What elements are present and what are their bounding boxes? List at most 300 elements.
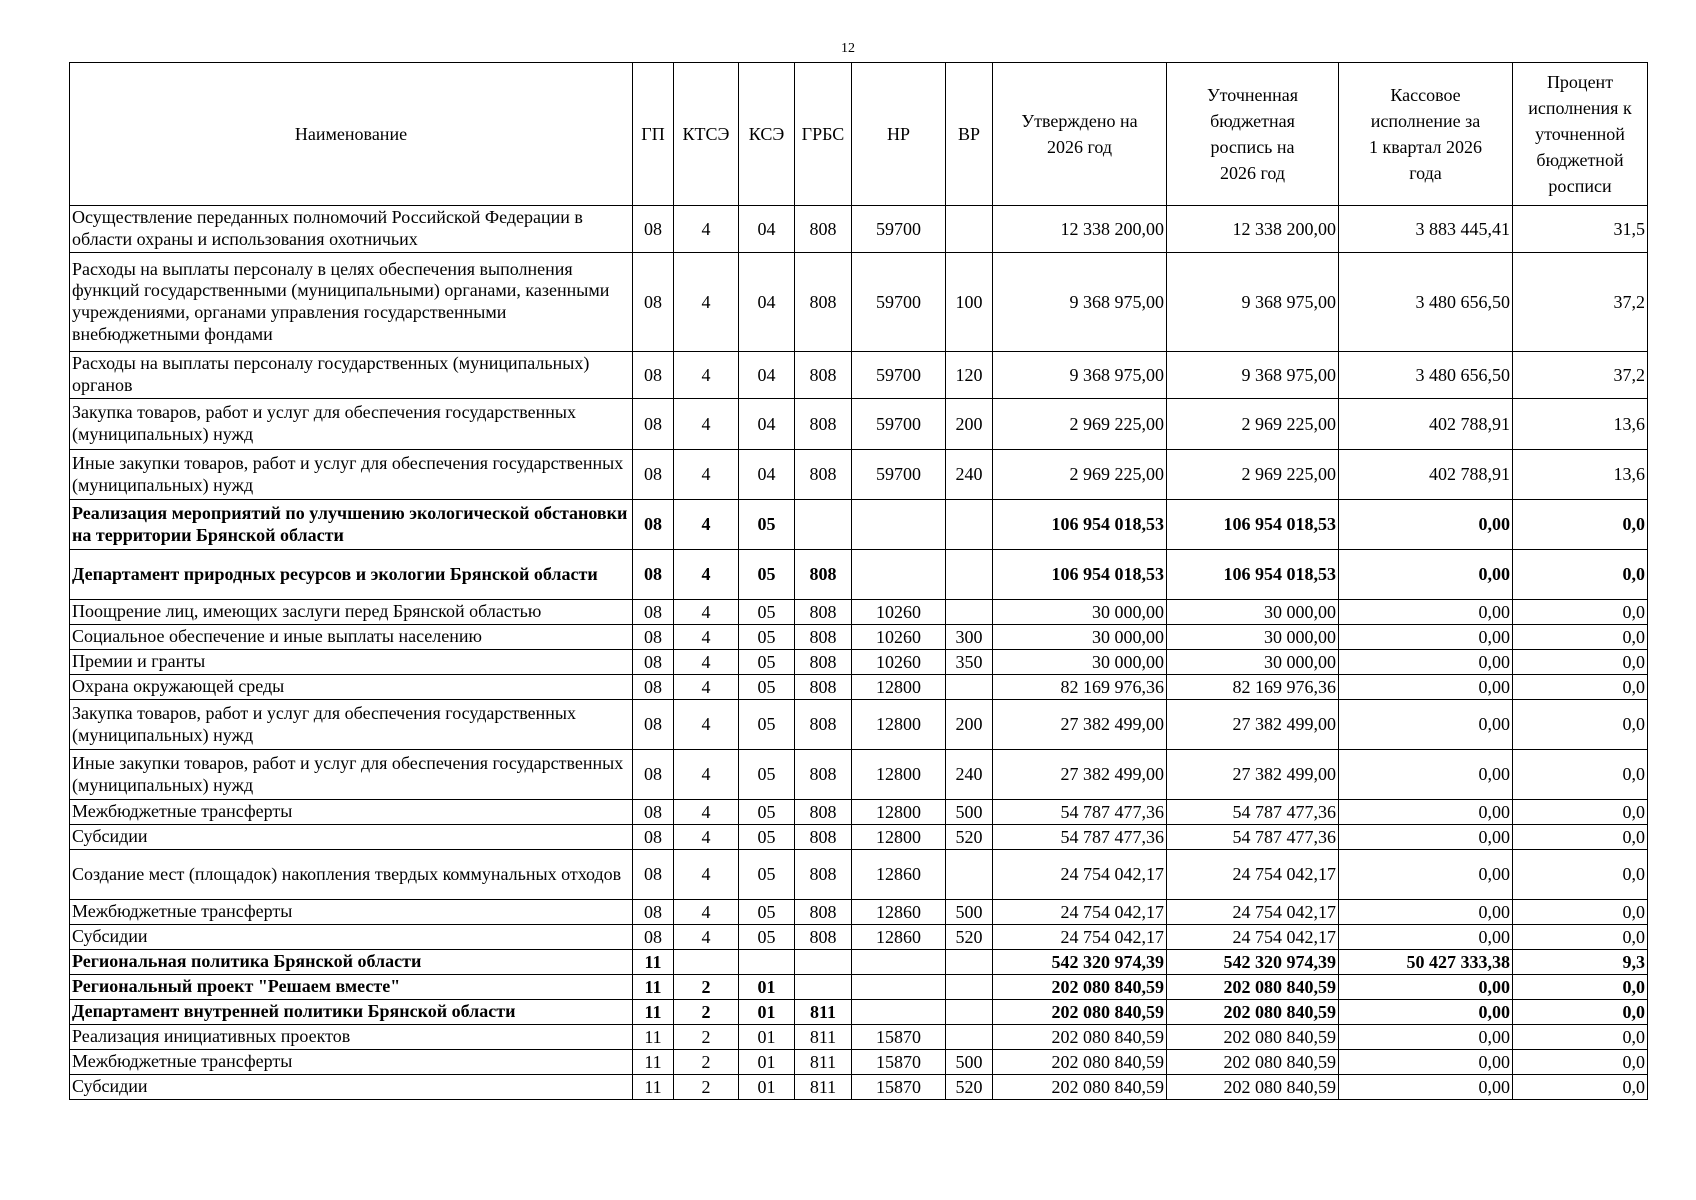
cell-approved: 9 368 975,00 xyxy=(993,253,1167,352)
cell-refined: 82 169 976,36 xyxy=(1167,675,1339,700)
cell-approved: 106 954 018,53 xyxy=(993,550,1167,600)
cell-nr xyxy=(852,950,946,975)
cell-approved: 202 080 840,59 xyxy=(993,1000,1167,1025)
cell-vr: 520 xyxy=(946,825,993,850)
cell-nr: 10260 xyxy=(852,600,946,625)
cell-nr: 12800 xyxy=(852,825,946,850)
cell-refined: 9 368 975,00 xyxy=(1167,352,1339,399)
cell-gp: 08 xyxy=(633,399,674,450)
cell-grbs: 811 xyxy=(795,1050,852,1075)
cell-vr: 500 xyxy=(946,1050,993,1075)
cell-kse: 05 xyxy=(739,550,795,600)
cell-kse: 05 xyxy=(739,700,795,750)
table-row xyxy=(70,825,1648,850)
cell-name: Расходы на выплаты персоналу в целях обеспечения выполнения функций государственными (муниципальными) органами, казенными учреждениями, органами управления государственными внебюджетными фондами xyxy=(70,253,633,352)
table-row xyxy=(70,399,1648,450)
cell-name: Создание мест (площадок) накопления твердых коммунальных отходов xyxy=(70,850,633,900)
cell-gp: 08 xyxy=(633,900,674,925)
cell-name: Субсидии xyxy=(70,1075,633,1100)
cell-gp: 08 xyxy=(633,206,674,253)
cell-ktse: 2 xyxy=(674,975,739,1000)
cell-grbs: 808 xyxy=(795,750,852,800)
cell-refined: 106 954 018,53 xyxy=(1167,550,1339,600)
header-row xyxy=(70,63,1648,206)
cell-refined: 12 338 200,00 xyxy=(1167,206,1339,253)
cell-refined: 30 000,00 xyxy=(1167,650,1339,675)
cell-kse: 01 xyxy=(739,1050,795,1075)
cell-gp: 11 xyxy=(633,950,674,975)
cell-percent: 0,0 xyxy=(1513,500,1648,550)
cell-gp: 08 xyxy=(633,253,674,352)
table-row xyxy=(70,800,1648,825)
table-row xyxy=(70,925,1648,950)
cell-gp: 08 xyxy=(633,625,674,650)
cell-gp: 08 xyxy=(633,650,674,675)
cell-nr: 59700 xyxy=(852,352,946,399)
cell-vr: 200 xyxy=(946,399,993,450)
cell-refined: 202 080 840,59 xyxy=(1167,1025,1339,1050)
cell-vr xyxy=(946,1000,993,1025)
cell-percent: 37,2 xyxy=(1513,352,1648,399)
cell-ktse: 4 xyxy=(674,253,739,352)
table-row xyxy=(70,253,1648,352)
cell-kse: 04 xyxy=(739,450,795,500)
cell-name: Премии и гранты xyxy=(70,650,633,675)
cell-approved: 30 000,00 xyxy=(993,625,1167,650)
cell-vr: 120 xyxy=(946,352,993,399)
cell-refined: 106 954 018,53 xyxy=(1167,500,1339,550)
cell-approved: 12 338 200,00 xyxy=(993,206,1167,253)
header-vr: ВР xyxy=(946,63,993,206)
cell-grbs: 808 xyxy=(795,800,852,825)
cell-gp: 08 xyxy=(633,500,674,550)
cell-vr xyxy=(946,975,993,1000)
cell-cash: 0,00 xyxy=(1339,550,1513,600)
cell-cash: 0,00 xyxy=(1339,750,1513,800)
cell-grbs: 808 xyxy=(795,625,852,650)
cell-nr: 59700 xyxy=(852,206,946,253)
cell-ktse: 2 xyxy=(674,1025,739,1050)
cell-ktse: 4 xyxy=(674,700,739,750)
table-row xyxy=(70,352,1648,399)
cell-grbs: 808 xyxy=(795,600,852,625)
cell-percent: 0,0 xyxy=(1513,1075,1648,1100)
cell-kse: 05 xyxy=(739,750,795,800)
cell-grbs: 808 xyxy=(795,925,852,950)
cell-vr xyxy=(946,950,993,975)
cell-ktse xyxy=(674,950,739,975)
cell-gp: 11 xyxy=(633,975,674,1000)
cell-percent: 0,0 xyxy=(1513,925,1648,950)
cell-cash: 0,00 xyxy=(1339,850,1513,900)
cell-grbs: 808 xyxy=(795,700,852,750)
cell-approved: 54 787 477,36 xyxy=(993,825,1167,850)
header-approved: Утверждено на 2026 год xyxy=(993,63,1167,206)
budget-table xyxy=(69,62,1648,1100)
cell-refined: 30 000,00 xyxy=(1167,625,1339,650)
cell-vr xyxy=(946,550,993,600)
header-name: Наименование xyxy=(70,63,633,206)
cell-gp: 11 xyxy=(633,1000,674,1025)
header-grbs: ГРБС xyxy=(795,63,852,206)
header-percent: Процент исполнения к уточненной бюджетной росписи xyxy=(1513,63,1648,206)
cell-vr: 300 xyxy=(946,625,993,650)
cell-percent: 0,0 xyxy=(1513,650,1648,675)
cell-kse: 05 xyxy=(739,675,795,700)
cell-grbs: 808 xyxy=(795,253,852,352)
cell-gp: 11 xyxy=(633,1025,674,1050)
cell-approved: 542 320 974,39 xyxy=(993,950,1167,975)
cell-name: Субсидии xyxy=(70,825,633,850)
cell-vr xyxy=(946,500,993,550)
table-row xyxy=(70,1075,1648,1100)
cell-refined: 202 080 840,59 xyxy=(1167,1000,1339,1025)
cell-cash: 3 883 445,41 xyxy=(1339,206,1513,253)
cell-name: Региональный проект "Решаем вместе" xyxy=(70,975,633,1000)
cell-gp: 08 xyxy=(633,675,674,700)
table-row xyxy=(70,650,1648,675)
cell-percent: 31,5 xyxy=(1513,206,1648,253)
cell-percent: 0,0 xyxy=(1513,1000,1648,1025)
cell-approved: 106 954 018,53 xyxy=(993,500,1167,550)
cell-cash: 3 480 656,50 xyxy=(1339,352,1513,399)
cell-nr: 15870 xyxy=(852,1025,946,1050)
cell-name: Департамент внутренней политики Брянской области xyxy=(70,1000,633,1025)
cell-vr: 200 xyxy=(946,700,993,750)
cell-refined: 54 787 477,36 xyxy=(1167,800,1339,825)
cell-approved: 202 080 840,59 xyxy=(993,1050,1167,1075)
cell-grbs: 808 xyxy=(795,900,852,925)
cell-nr xyxy=(852,500,946,550)
cell-vr xyxy=(946,675,993,700)
table-row xyxy=(70,975,1648,1000)
cell-vr: 240 xyxy=(946,450,993,500)
cell-grbs: 808 xyxy=(795,650,852,675)
cell-grbs xyxy=(795,975,852,1000)
cell-kse: 05 xyxy=(739,500,795,550)
cell-name: Охрана окружающей среды xyxy=(70,675,633,700)
header-refined: Уточненная бюджетная роспись на 2026 год xyxy=(1167,63,1339,206)
cell-kse: 05 xyxy=(739,925,795,950)
cell-cash: 0,00 xyxy=(1339,900,1513,925)
cell-name: Иные закупки товаров, работ и услуг для обеспечения государственных (муниципальных) нужд xyxy=(70,750,633,800)
cell-nr: 12800 xyxy=(852,675,946,700)
table-row xyxy=(70,900,1648,925)
cell-name: Социальное обеспечение и иные выплаты населению xyxy=(70,625,633,650)
cell-cash: 0,00 xyxy=(1339,650,1513,675)
table-row xyxy=(70,700,1648,750)
cell-name: Региональная политика Брянской области xyxy=(70,950,633,975)
cell-grbs: 808 xyxy=(795,550,852,600)
cell-approved: 2 969 225,00 xyxy=(993,450,1167,500)
cell-vr: 520 xyxy=(946,1075,993,1100)
cell-gp: 08 xyxy=(633,750,674,800)
cell-name: Субсидии xyxy=(70,925,633,950)
cell-grbs: 808 xyxy=(795,450,852,500)
cell-vr xyxy=(946,206,993,253)
cell-cash: 0,00 xyxy=(1339,700,1513,750)
cell-grbs: 808 xyxy=(795,206,852,253)
cell-vr: 500 xyxy=(946,900,993,925)
cell-cash: 0,00 xyxy=(1339,825,1513,850)
cell-kse: 04 xyxy=(739,206,795,253)
cell-grbs: 808 xyxy=(795,850,852,900)
cell-grbs: 808 xyxy=(795,825,852,850)
cell-gp: 08 xyxy=(633,700,674,750)
cell-kse: 05 xyxy=(739,900,795,925)
cell-cash: 50 427 333,38 xyxy=(1339,950,1513,975)
cell-vr: 520 xyxy=(946,925,993,950)
cell-approved: 54 787 477,36 xyxy=(993,800,1167,825)
cell-grbs: 811 xyxy=(795,1075,852,1100)
cell-gp: 08 xyxy=(633,600,674,625)
cell-ktse: 4 xyxy=(674,925,739,950)
cell-refined: 2 969 225,00 xyxy=(1167,450,1339,500)
cell-name: Расходы на выплаты персоналу государственных (муниципальных) органов xyxy=(70,352,633,399)
cell-refined: 9 368 975,00 xyxy=(1167,253,1339,352)
cell-kse: 05 xyxy=(739,800,795,825)
cell-grbs: 808 xyxy=(795,352,852,399)
cell-cash: 0,00 xyxy=(1339,800,1513,825)
table-row xyxy=(70,206,1648,253)
cell-approved: 202 080 840,59 xyxy=(993,1025,1167,1050)
cell-percent: 0,0 xyxy=(1513,675,1648,700)
cell-nr: 59700 xyxy=(852,450,946,500)
cell-kse: 05 xyxy=(739,825,795,850)
cell-ktse: 4 xyxy=(674,206,739,253)
cell-percent: 0,0 xyxy=(1513,700,1648,750)
cell-kse: 01 xyxy=(739,1000,795,1025)
cell-nr xyxy=(852,975,946,1000)
cell-name: Реализация мероприятий по улучшению экологической обстановки на территории Брянской области xyxy=(70,500,633,550)
cell-name: Поощрение лиц, имеющих заслуги перед Брянской областью xyxy=(70,600,633,625)
cell-kse: 04 xyxy=(739,253,795,352)
cell-cash: 0,00 xyxy=(1339,1075,1513,1100)
header-gp: ГП xyxy=(633,63,674,206)
cell-kse xyxy=(739,950,795,975)
cell-name: Осуществление переданных полномочий Российской Федерации в области охраны и использования охотничьих xyxy=(70,206,633,253)
cell-cash: 0,00 xyxy=(1339,625,1513,650)
cell-cash: 0,00 xyxy=(1339,600,1513,625)
cell-kse: 05 xyxy=(739,625,795,650)
cell-ktse: 4 xyxy=(674,399,739,450)
cell-refined: 24 754 042,17 xyxy=(1167,850,1339,900)
cell-percent: 0,0 xyxy=(1513,750,1648,800)
cell-vr: 100 xyxy=(946,253,993,352)
table-row xyxy=(70,600,1648,625)
cell-gp: 08 xyxy=(633,825,674,850)
cell-name: Закупка товаров, работ и услуг для обеспечения государственных (муниципальных) нужд xyxy=(70,399,633,450)
cell-ktse: 4 xyxy=(674,600,739,625)
cell-ktse: 4 xyxy=(674,825,739,850)
page-number: 12 xyxy=(841,41,855,56)
cell-refined: 54 787 477,36 xyxy=(1167,825,1339,850)
cell-nr: 59700 xyxy=(852,399,946,450)
cell-refined: 202 080 840,59 xyxy=(1167,1075,1339,1100)
cell-name: Реализация инициативных проектов xyxy=(70,1025,633,1050)
cell-name: Межбюджетные трансферты xyxy=(70,1050,633,1075)
cell-percent: 0,0 xyxy=(1513,550,1648,600)
cell-ktse: 2 xyxy=(674,1050,739,1075)
cell-approved: 202 080 840,59 xyxy=(993,975,1167,1000)
header-kse: КСЭ xyxy=(739,63,795,206)
cell-refined: 2 969 225,00 xyxy=(1167,399,1339,450)
cell-gp: 08 xyxy=(633,352,674,399)
cell-cash: 0,00 xyxy=(1339,500,1513,550)
cell-kse: 04 xyxy=(739,352,795,399)
cell-ktse: 4 xyxy=(674,750,739,800)
cell-nr xyxy=(852,550,946,600)
cell-approved: 27 382 499,00 xyxy=(993,700,1167,750)
cell-nr: 12800 xyxy=(852,700,946,750)
cell-name: Иные закупки товаров, работ и услуг для обеспечения государственных (муниципальных) нужд xyxy=(70,450,633,500)
cell-refined: 24 754 042,17 xyxy=(1167,925,1339,950)
cell-approved: 82 169 976,36 xyxy=(993,675,1167,700)
cell-cash: 0,00 xyxy=(1339,1050,1513,1075)
table-row xyxy=(70,950,1648,975)
table-row xyxy=(70,550,1648,600)
cell-ktse: 4 xyxy=(674,550,739,600)
cell-approved: 24 754 042,17 xyxy=(993,925,1167,950)
cell-approved: 30 000,00 xyxy=(993,650,1167,675)
cell-refined: 27 382 499,00 xyxy=(1167,750,1339,800)
cell-cash: 0,00 xyxy=(1339,975,1513,1000)
cell-percent: 0,0 xyxy=(1513,600,1648,625)
cell-name: Департамент природных ресурсов и экологии Брянской области xyxy=(70,550,633,600)
cell-refined: 542 320 974,39 xyxy=(1167,950,1339,975)
cell-refined: 27 382 499,00 xyxy=(1167,700,1339,750)
cell-percent: 0,0 xyxy=(1513,825,1648,850)
cell-refined: 202 080 840,59 xyxy=(1167,975,1339,1000)
cell-grbs xyxy=(795,950,852,975)
cell-ktse: 4 xyxy=(674,650,739,675)
cell-vr: 240 xyxy=(946,750,993,800)
cell-vr xyxy=(946,600,993,625)
cell-cash: 402 788,91 xyxy=(1339,399,1513,450)
cell-cash: 0,00 xyxy=(1339,1025,1513,1050)
cell-ktse: 4 xyxy=(674,450,739,500)
cell-approved: 24 754 042,17 xyxy=(993,900,1167,925)
cell-nr: 15870 xyxy=(852,1050,946,1075)
cell-grbs: 811 xyxy=(795,1000,852,1025)
cell-gp: 08 xyxy=(633,450,674,500)
cell-ktse: 4 xyxy=(674,850,739,900)
cell-grbs xyxy=(795,500,852,550)
cell-kse: 01 xyxy=(739,1025,795,1050)
cell-refined: 24 754 042,17 xyxy=(1167,900,1339,925)
cell-ktse: 4 xyxy=(674,625,739,650)
cell-grbs: 811 xyxy=(795,1025,852,1050)
cell-vr: 500 xyxy=(946,800,993,825)
cell-vr xyxy=(946,1025,993,1050)
cell-percent: 0,0 xyxy=(1513,1025,1648,1050)
cell-ktse: 2 xyxy=(674,1075,739,1100)
table-row xyxy=(70,1025,1648,1050)
cell-nr: 12860 xyxy=(852,925,946,950)
table-row xyxy=(70,850,1648,900)
table-row xyxy=(70,450,1648,500)
cell-kse: 05 xyxy=(739,600,795,625)
cell-kse: 04 xyxy=(739,399,795,450)
cell-kse: 05 xyxy=(739,650,795,675)
cell-approved: 202 080 840,59 xyxy=(993,1075,1167,1100)
cell-refined: 202 080 840,59 xyxy=(1167,1050,1339,1075)
table-row xyxy=(70,625,1648,650)
cell-ktse: 4 xyxy=(674,500,739,550)
cell-approved: 9 368 975,00 xyxy=(993,352,1167,399)
cell-nr xyxy=(852,1000,946,1025)
cell-kse: 01 xyxy=(739,1075,795,1100)
cell-ktse: 4 xyxy=(674,352,739,399)
cell-approved: 30 000,00 xyxy=(993,600,1167,625)
cell-name: Межбюджетные трансферты xyxy=(70,900,633,925)
cell-cash: 0,00 xyxy=(1339,1000,1513,1025)
cell-approved: 2 969 225,00 xyxy=(993,399,1167,450)
table-row xyxy=(70,675,1648,700)
cell-approved: 24 754 042,17 xyxy=(993,850,1167,900)
cell-percent: 13,6 xyxy=(1513,450,1648,500)
cell-kse: 05 xyxy=(739,850,795,900)
cell-cash: 0,00 xyxy=(1339,925,1513,950)
cell-nr: 12860 xyxy=(852,850,946,900)
table-row xyxy=(70,500,1648,550)
cell-nr: 10260 xyxy=(852,650,946,675)
header-cash: Кассовое исполнение за 1 квартал 2026 года xyxy=(1339,63,1513,206)
cell-nr: 12800 xyxy=(852,750,946,800)
cell-approved: 27 382 499,00 xyxy=(993,750,1167,800)
cell-cash: 3 480 656,50 xyxy=(1339,253,1513,352)
table-row xyxy=(70,1050,1648,1075)
cell-grbs: 808 xyxy=(795,399,852,450)
cell-percent: 13,6 xyxy=(1513,399,1648,450)
cell-nr: 15870 xyxy=(852,1075,946,1100)
cell-grbs: 808 xyxy=(795,675,852,700)
cell-name: Межбюджетные трансферты xyxy=(70,800,633,825)
cell-percent: 0,0 xyxy=(1513,975,1648,1000)
cell-cash: 402 788,91 xyxy=(1339,450,1513,500)
cell-nr: 59700 xyxy=(852,253,946,352)
table-row xyxy=(70,1000,1648,1025)
cell-percent: 0,0 xyxy=(1513,900,1648,925)
cell-percent: 0,0 xyxy=(1513,625,1648,650)
cell-nr: 12800 xyxy=(852,800,946,825)
cell-vr xyxy=(946,850,993,900)
cell-ktse: 4 xyxy=(674,675,739,700)
cell-gp: 08 xyxy=(633,850,674,900)
cell-vr: 350 xyxy=(946,650,993,675)
cell-ktse: 4 xyxy=(674,900,739,925)
header-ktse: КТСЭ xyxy=(674,63,739,206)
table-row xyxy=(70,750,1648,800)
cell-ktse: 4 xyxy=(674,800,739,825)
cell-percent: 0,0 xyxy=(1513,1050,1648,1075)
cell-ktse: 2 xyxy=(674,1000,739,1025)
cell-gp: 08 xyxy=(633,550,674,600)
cell-gp: 08 xyxy=(633,925,674,950)
header-nr: НР xyxy=(852,63,946,206)
cell-percent: 37,2 xyxy=(1513,253,1648,352)
cell-kse: 01 xyxy=(739,975,795,1000)
cell-percent: 0,0 xyxy=(1513,850,1648,900)
table-body xyxy=(70,206,1648,1100)
cell-percent: 9,3 xyxy=(1513,950,1648,975)
cell-gp: 11 xyxy=(633,1075,674,1100)
cell-percent: 0,0 xyxy=(1513,800,1648,825)
cell-nr: 12860 xyxy=(852,900,946,925)
cell-nr: 10260 xyxy=(852,625,946,650)
cell-refined: 30 000,00 xyxy=(1167,600,1339,625)
cell-name: Закупка товаров, работ и услуг для обеспечения государственных (муниципальных) нужд xyxy=(70,700,633,750)
